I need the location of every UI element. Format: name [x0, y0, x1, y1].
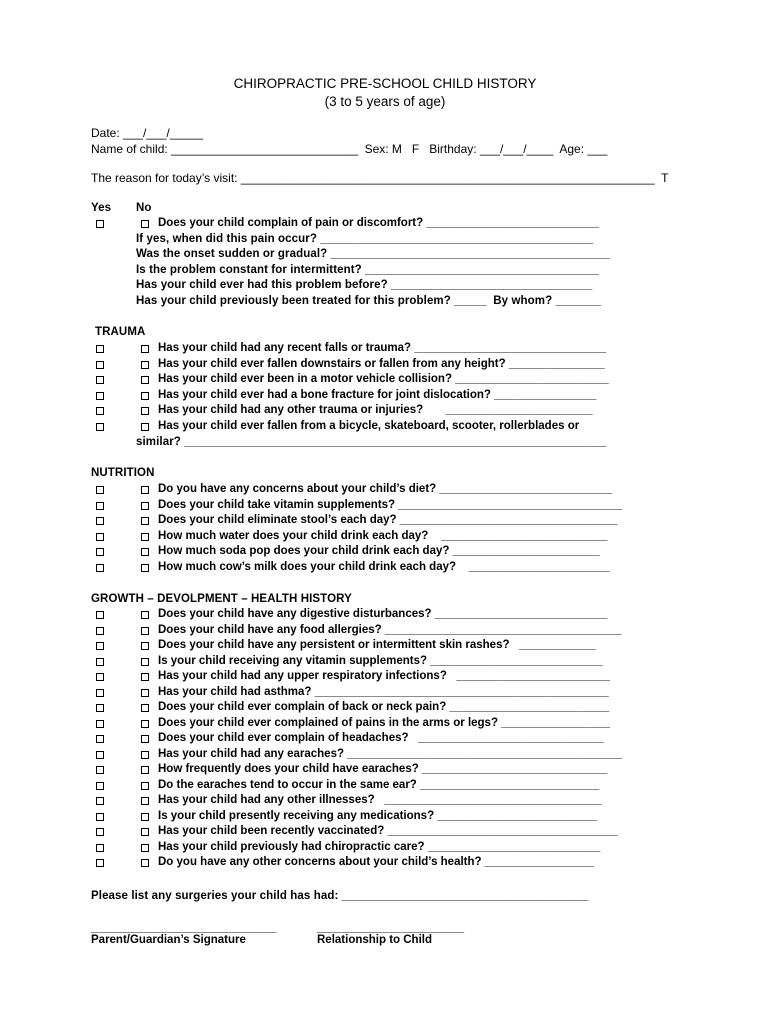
growth-no-checkbox[interactable] [141, 844, 149, 852]
form-subtitle: (3 to 5 years of age) [324, 94, 446, 109]
growth-yes-checkbox[interactable] [96, 797, 104, 805]
pain-followup[interactable]: If yes, when did this pain occur? __________________________________________ [136, 233, 594, 245]
growth-yes-checkbox[interactable] [96, 828, 104, 836]
nutrition-yes-checkbox[interactable] [96, 502, 104, 510]
pain-followup[interactable]: Has your child ever had this problem before? _______________________________ [136, 279, 593, 291]
growth-yes-checkbox[interactable] [96, 627, 104, 635]
growth-yes-checkbox[interactable] [96, 751, 104, 759]
trauma-no-checkbox[interactable] [141, 407, 149, 415]
growth-question[interactable]: Do you have any other concerns about your child’s health? _________________ [158, 856, 594, 868]
trauma-yes-checkbox[interactable] [96, 423, 104, 431]
date-field[interactable]: Date: ___/___/_____ [91, 126, 204, 140]
growth-question[interactable]: Has your child had asthma? ______________________________________________ [158, 685, 609, 698]
growth-no-checkbox[interactable] [141, 720, 149, 728]
growth-no-checkbox[interactable] [141, 859, 149, 867]
growth-question[interactable]: Does your child have any digestive disturbances? ___________________________ [158, 608, 608, 620]
trauma-question[interactable]: Has your child ever fallen downstairs or fallen from any height? _______________ [158, 357, 605, 370]
growth-no-checkbox[interactable] [141, 627, 149, 635]
trauma-no-checkbox[interactable] [141, 345, 149, 353]
growth-no-checkbox[interactable] [141, 611, 149, 619]
growth-question[interactable]: Does your child ever complain of back or neck pain? _________________________ [158, 701, 610, 713]
growth-no-checkbox[interactable] [141, 797, 149, 805]
nutrition-question[interactable]: Do you have any concerns about your child’s diet? ___________________________ [158, 483, 613, 495]
growth-no-checkbox[interactable] [141, 735, 149, 743]
growth-yes-checkbox[interactable] [96, 642, 104, 650]
trauma-no-checkbox[interactable] [141, 392, 149, 400]
trauma-no-checkbox[interactable] [141, 361, 149, 369]
growth-yes-checkbox[interactable] [96, 844, 104, 852]
growth-yes-checkbox[interactable] [96, 782, 104, 790]
relationship-label: Relationship to Child [317, 934, 432, 946]
growth-yes-checkbox[interactable] [96, 720, 104, 728]
pain-yes-checkbox[interactable] [96, 220, 104, 228]
nutrition-question[interactable]: How much water does your child drink each day? __________________________ [158, 529, 608, 542]
pain-question[interactable]: Does your child complain of pain or discomfort? ___________________________ [158, 217, 600, 229]
growth-question[interactable]: Is your child receiving any vitamin supplements? ___________________________ [158, 654, 603, 667]
nutrition-no-checkbox[interactable] [141, 533, 149, 541]
pain-no-checkbox[interactable] [141, 220, 149, 228]
pain-followup[interactable]: Was the onset sudden or gradual? ___________________________________________ [136, 248, 610, 260]
growth-yes-checkbox[interactable] [96, 704, 104, 712]
nutrition-no-checkbox[interactable] [141, 564, 149, 572]
pain-followup[interactable]: Is the problem constant for intermittent? ____________________________________ [136, 264, 599, 276]
growth-no-checkbox[interactable] [141, 751, 149, 759]
growth-question[interactable]: Has your child had any upper respiratory infections? ________________________ [158, 670, 610, 682]
growth-yes-checkbox[interactable] [96, 813, 104, 821]
growth-question[interactable]: Does your child ever complain of headaches? _____________________________ [158, 732, 604, 744]
growth-question[interactable]: Does your child ever complained of pains in the arms or legs? _________________ [158, 716, 610, 729]
trauma-no-checkbox[interactable] [141, 423, 149, 431]
relationship-line[interactable]: _______________________ [317, 922, 465, 934]
trauma-question[interactable]: Has your child ever fallen from a bicycle, skateboard, scooter, rollerblades or [158, 420, 580, 432]
trauma-continuation[interactable]: similar? _________________________________________________________________ [136, 436, 607, 448]
form-title: CHIROPRACTIC PRE-SCHOOL CHILD HISTORY [233, 76, 537, 91]
child-info-field[interactable]: Name of child: ____________________________ Sex: M F Birthday: ___/___/____ Age: ___ [91, 142, 608, 156]
growth-question[interactable]: Does your child have any persistent or intermittent skin rashes? ____________ [158, 639, 596, 651]
growth-yes-checkbox[interactable] [96, 735, 104, 743]
nutrition-question[interactable]: How much cow’s milk does your child drink each day? ______________________ [158, 561, 610, 573]
growth-no-checkbox[interactable] [141, 766, 149, 774]
nutrition-yes-checkbox[interactable] [96, 533, 104, 541]
growth-question[interactable]: Has your child had any earaches? ___________________________________________ [158, 747, 623, 760]
nutrition-yes-checkbox[interactable] [96, 486, 104, 494]
trauma-yes-checkbox[interactable] [96, 361, 104, 369]
growth-yes-checkbox[interactable] [96, 673, 104, 681]
growth-question[interactable]: Does your child have any food allergies? _____________________________________ [158, 623, 622, 636]
growth-no-checkbox[interactable] [141, 704, 149, 712]
trauma-question[interactable]: Has your child ever been in a motor vehicle collision? ________________________ [158, 373, 609, 386]
trauma-question[interactable]: Has your child ever had a bone fracture for joint dislocation? ________________ [158, 388, 597, 401]
nutrition-no-checkbox[interactable] [141, 502, 149, 510]
trauma-question[interactable]: Has your child had any recent falls or trauma? ______________________________ [158, 342, 607, 354]
nutrition-yes-checkbox[interactable] [96, 564, 104, 572]
nutrition-yes-checkbox[interactable] [96, 517, 104, 525]
growth-yes-checkbox[interactable] [96, 689, 104, 697]
growth-no-checkbox[interactable] [141, 689, 149, 697]
growth-no-checkbox[interactable] [141, 673, 149, 681]
surgeries-field[interactable]: Please list any surgeries your child has had: ______________________________________ [91, 890, 589, 902]
growth-no-checkbox[interactable] [141, 813, 149, 821]
yes-column-label: Yes [91, 202, 112, 214]
visit-reason-field[interactable]: The reason for today’s visit: ______________________________________________________________ T [91, 171, 669, 185]
growth-question[interactable]: Is your child presently receiving any medications? _________________________ [158, 809, 598, 822]
trauma-no-checkbox[interactable] [141, 376, 149, 384]
nutrition-heading: NUTRITION [91, 467, 155, 479]
growth-yes-checkbox[interactable] [96, 766, 104, 774]
trauma-yes-checkbox[interactable] [96, 407, 104, 415]
growth-heading: GROWTH – DEVOLPMENT – HEALTH HISTORY [91, 593, 352, 605]
growth-no-checkbox[interactable] [141, 782, 149, 790]
growth-no-checkbox[interactable] [141, 658, 149, 666]
growth-question[interactable]: Has your child been recently vaccinated? ____________________________________ [158, 825, 618, 837]
trauma-yes-checkbox[interactable] [96, 392, 104, 400]
nutrition-yes-checkbox[interactable] [96, 548, 104, 556]
nutrition-no-checkbox[interactable] [141, 486, 149, 494]
growth-question[interactable]: How frequently does your child have earaches? _____________________________ [158, 763, 608, 775]
growth-yes-checkbox[interactable] [96, 611, 104, 619]
nutrition-question[interactable]: How much soda pop does your child drink each day? _______________________ [158, 545, 600, 558]
growth-yes-checkbox[interactable] [96, 859, 104, 867]
guardian-signature-line[interactable]: _____________________________ [91, 922, 277, 934]
growth-question[interactable]: Do the earaches tend to occur in the same ear? ____________________________ [158, 778, 600, 791]
growth-question[interactable]: Has your child had any other illnesses? __________________________________ [158, 794, 602, 806]
nutrition-no-checkbox[interactable] [141, 517, 149, 525]
trauma-yes-checkbox[interactable] [96, 376, 104, 384]
trauma-heading: TRAUMA [95, 326, 146, 338]
trauma-yes-checkbox[interactable] [96, 345, 104, 353]
nutrition-no-checkbox[interactable] [141, 548, 149, 556]
growth-question[interactable]: Has your child previously had chiropractic care? ___________________________ [158, 840, 601, 853]
trauma-question[interactable]: Has your child had any other trauma or injuries? _______________________ [158, 404, 593, 417]
pain-followup[interactable]: Has your child previously been treated for this problem? _____ By whom? _______ [136, 295, 601, 307]
growth-no-checkbox[interactable] [141, 828, 149, 836]
no-column-label: No [136, 202, 152, 214]
growth-no-checkbox[interactable] [141, 642, 149, 650]
guardian-signature-label: Parent/Guardian’s Signature [91, 934, 246, 946]
growth-yes-checkbox[interactable] [96, 658, 104, 666]
nutrition-question[interactable]: Does your child take vitamin supplements? ___________________________________ [158, 498, 623, 511]
nutrition-question[interactable]: Does your child eliminate stool’s each day? __________________________________ [158, 514, 618, 527]
